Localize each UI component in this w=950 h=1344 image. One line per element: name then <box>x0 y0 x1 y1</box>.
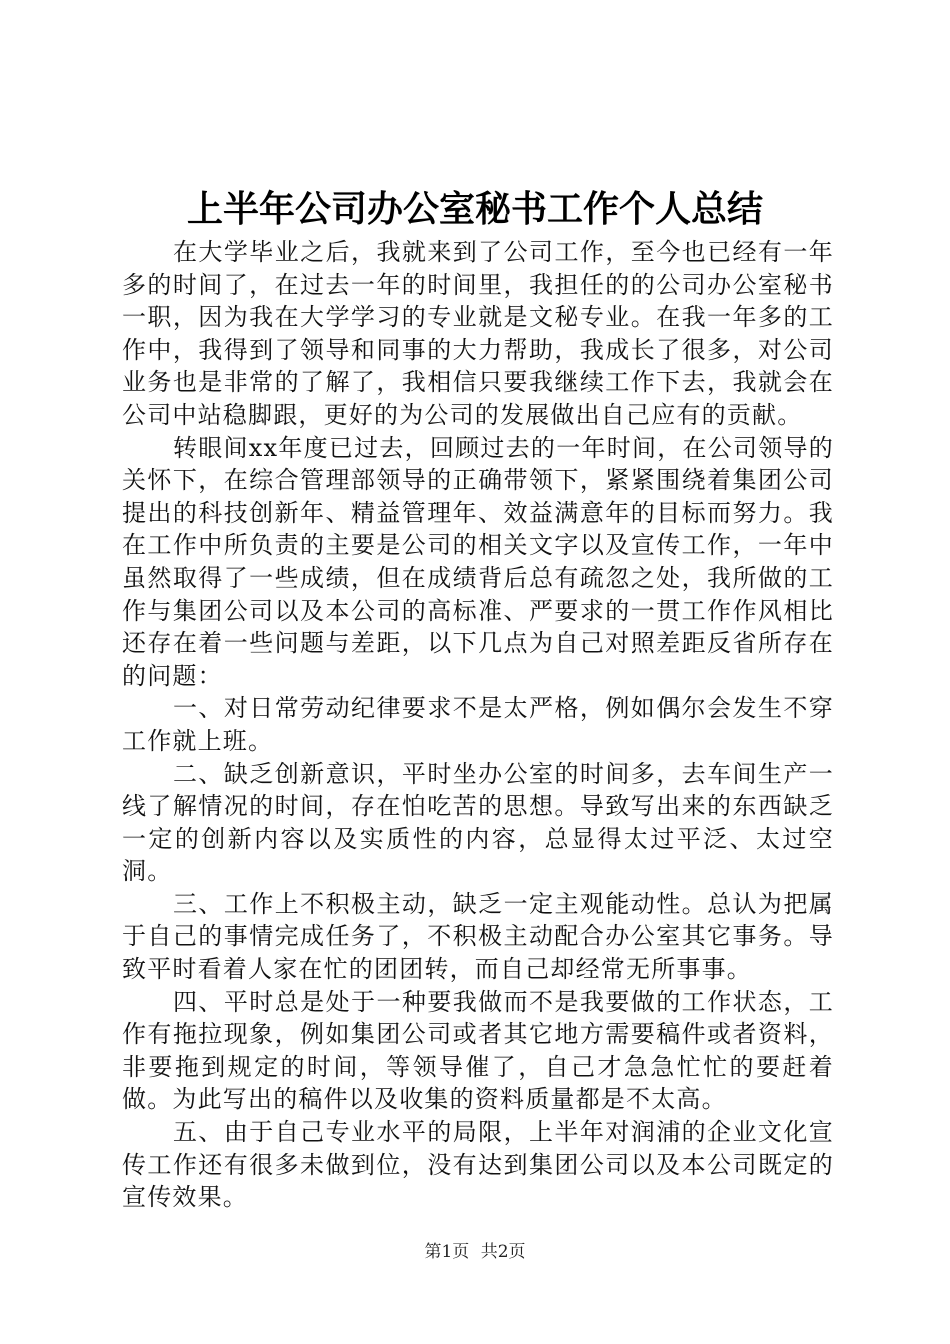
paragraph-issue-4: 四、平时总是处于一种要我做而不是我要做的工作状态，工作有拖拉现象，例如集团公司或者其它地方需要稿件或者资料，非要拖到规定的时间，等领导催了，自己才急急忙忙的要赶着做。为此写出的稿件以及收集的资料质量都是不太高。 <box>122 987 834 1114</box>
page-number-total: 共2页 <box>480 1242 526 1262</box>
paragraph-issue-1: 一、对日常劳动纪律要求不是太严格，例如偶尔会发生不穿工作就上班。 <box>122 694 834 755</box>
document-body <box>122 236 834 1214</box>
page-number-current: 第1页 <box>424 1242 470 1262</box>
paragraph-review: 转眼间xx年度已过去，回顾过去的一年时间，在公司领导的关怀下，在综合管理部领导的正确带领下，紧紧围绕着集团公司提出的科技创新年、精益管理年、效益满意年的目标而努力。我在工作中所负责的主要是公司的相关文字以及宣传工作，一年中虽然取得了一些成绩，但在成绩背后总有疏忽之处，我所做的工作与集团公司以及本公司的高标准、严要求的一贯工作作风相比还存在着一些问题与差距，以下几点为自己对照差距反省所存在的问题： <box>122 433 834 690</box>
paragraph-issue-5: 五、由于自己专业水平的局限，上半年对润浦的企业文化宣传工作还有很多未做到位，没有达到集团公司以及本公司既定的宣传效果。 <box>122 1118 834 1212</box>
document-title: 上半年公司办公室秘书工作个人总结 <box>186 189 763 230</box>
paragraph-intro: 在大学毕业之后，我就来到了公司工作，至今也已经有一年多的时间了，在过去一年的时间里，我担任的的公司办公室秘书一职，因为我在大学学习的专业就是文秘专业。在我一年多的工作中，我得到了领导和同事的大力帮助，我成长了很多，对公司业务也是非常的了解了，我相信只要我继续工作下去，我就会在公司中站稳脚跟，更好的为公司的发展做出自己应有的贡献。 <box>122 238 834 429</box>
paragraph-issue-2: 二、缺乏创新意识，平时坐办公室的时间多，去车间生产一线了解情况的时间，存在怕吃苦的思想。导致写出来的东西缺乏一定的创新内容以及实质性的内容，总显得太过平泛、太过空洞。 <box>122 759 834 886</box>
paragraph-issue-3: 三、工作上不积极主动，缺乏一定主观能动性。总认为把属于自己的事情完成任务了，不积极主动配合办公室其它事务。导致平时看着人家在忙的团团转，而自己却经常无所事事。 <box>122 889 834 984</box>
page-footer <box>0 1241 950 1263</box>
